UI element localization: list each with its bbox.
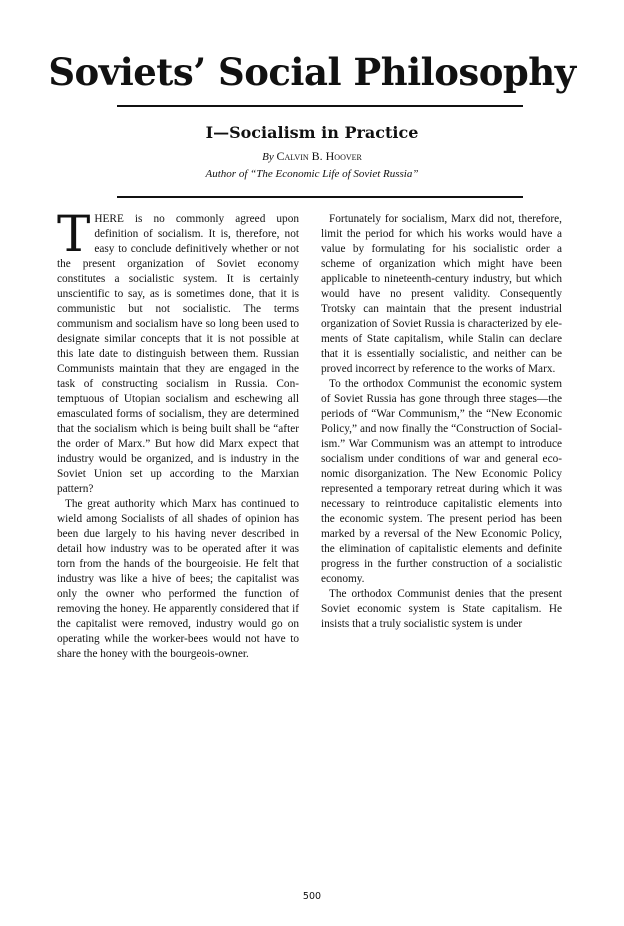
paragraph-text: is no commonly agreed upon definition of socialism. It is, therefore, not easy to conclude definitively whether or not the present organization of Soviet economy constitutes a socialistic system. It is certainly unscientific to say, as is sometimes done, that it is communistic but not socialistic. The terms communism and socialism have so long been used to designate similar concepts that it is not possible at this late date to distinguish between them. Russian Communists maintain that they are engaged in the task of constructing socialism in Russia. Contemptuous of Utopian socialism and eschewing all emasculated forms of socialism, they are determined that the socialism which is being built shall be “after the order of Marx.” But how did Marx expect that industry would be organized, and is industry in the Soviet Union set up according to the Marxian pattern? <box>57 213 299 496</box>
paragraph: The orthodox Communist denies that the present Soviet economic system is State capitalism. He insists that a truly socialistic system is under <box>321 588 562 631</box>
drop-cap: T <box>57 205 91 263</box>
paragraph: Fortunately for socialism, Marx did not, therefore, limit the period for which his works would have a value by formulating for his socialistic order a scheme of organization which might have been applicable to nineteenth-century industry, but which would have no present validity. Consequently Trotsky can maintain that the present industrial organization of Soviet Russia is characterized by elements of State capitalism, while Stalin can declare that it is essentially socialistic, and neither can be proved incorrect by reference to the works of Marx. <box>321 213 562 376</box>
right-column <box>321 212 562 632</box>
author-name: Calvin B. Hoover <box>276 149 362 163</box>
article-subtitle: I—Socialism in Practice <box>205 123 419 142</box>
page-number: 500 <box>302 891 322 902</box>
byline-prefix: By <box>262 151 274 163</box>
title-rule-top <box>117 105 523 107</box>
paragraph: To the orthodox Communist the economic system of Soviet Russia has gone through three stages—the periods of “War Communism,” the “New Economic Policy,” and now finally the “Construction of Socialism.” War Communism was an attempt to introduce socialism under conditions of war and general economic disorganization. The New Economic Policy represented a temporary retreat during which it was necessary to reintroduce capitalistic elements into the economic system. The present period has been marked by a reversal of the New Economic Policy, the elimination of capitalistic elements and definite progress in the further construction of a socialistic economy. <box>321 378 562 586</box>
title-rule-bottom <box>117 196 523 198</box>
article-title: Soviets’ Social Philosophy <box>48 50 576 94</box>
left-column <box>57 205 299 662</box>
lead-caps: HERE <box>94 213 124 225</box>
author-note: Author of “The Economic Life of Soviet Russia” <box>205 168 419 180</box>
paragraph <box>57 205 299 497</box>
byline <box>0 149 624 164</box>
paragraph: The great authority which Marx has continued to wield among Socialists of all shades of opinion has been due largely to his having never described in detail how industry was to be operated after it was torn from the hands of the bourgeoisie. He felt that industry was like a hive of bees; the capitalist was only the owner who performed the function of removing the honey. He apparently considered that if the capitalist were removed, industry would go on operating while the worker-bees would not have to share the honey with the bourgeois-owner. <box>57 498 299 661</box>
